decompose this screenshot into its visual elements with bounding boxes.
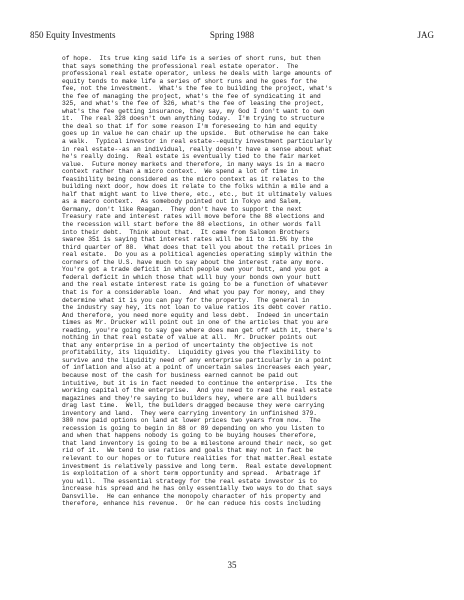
- body-line: determine what it is you can pay for the property. The general in: [62, 296, 310, 304]
- body-line: 380 now paid options on land at lower prices two years from now. The: [62, 417, 321, 425]
- body-line: times as Mr. Drucker will point out in one of the articles that you are: [62, 319, 329, 327]
- body-line: Treasury rate and interest rates will move before the 88 elections and: [62, 213, 325, 221]
- body-line: the fee of managing the project, what's the fee of syndicating it and: [62, 92, 321, 100]
- page-header: [30, 30, 434, 42]
- body-line: of hope. Its true king said life is a series of short runs, but then: [62, 55, 321, 62]
- term-label: Spring 1988: [209, 30, 255, 40]
- body-line: increase his spread and he has only essentially two ways to do that says: [62, 485, 333, 493]
- body-line: working capital of the enterprise. And you need to read the real estate: [62, 387, 333, 395]
- body-line: professional real estate operator, unless he deals with large amounts of: [62, 70, 333, 78]
- body-line: and the real estate interest rate is going to be a function of whatever: [62, 281, 329, 289]
- body-line: goes up in value he can chair up the upside. But otherwise he can take: [62, 130, 329, 138]
- body-line: as a macro context. As somebody pointed out in Tokyo and Salem,: [62, 198, 303, 206]
- body-line: is exploitation of a short term opportunity and spread. Arbatrage if: [62, 470, 321, 478]
- body-line: corners of the U.S. have much to say about the interest rate any more.: [62, 258, 325, 266]
- body-line: it. The real 328 doesn't own anything today. I'm trying to structure: [62, 115, 325, 123]
- body-line: You're got a trade deficit in which people own your butt, and you got a: [62, 266, 329, 274]
- course-title: 850 Equity Investments: [30, 30, 116, 40]
- body-line: rid of it. We tend to use ratios and goals that may not in fact be: [62, 447, 314, 455]
- body-line: because most of the cash for business earned cannot be paid out: [62, 371, 299, 379]
- body-line: of inflation and also at a point of uncertain sales increases each year,: [62, 364, 333, 372]
- body-line: feasibility being considered as the micro context as it relates to the: [62, 175, 325, 183]
- body-line: investment is relatively passive and long term. Real estate development: [62, 462, 333, 470]
- body-line: what's the fee getting insurance, they say, my God I don't want to own: [62, 107, 325, 115]
- body-line: that says something the professional real estate operator. The: [62, 62, 299, 70]
- body-line: 325, and what's the fee of 326, what's the fee of leasing the project,: [62, 100, 325, 108]
- body-line: half that might want to live there, etc., etc., but it ultimately values: [62, 190, 333, 198]
- body-line: that is for a considerable loan. And what you pay for money, and they: [62, 288, 325, 296]
- body-line: into their debt. Think about that. It came from Salomon Brothers: [62, 228, 310, 236]
- body-line: building next door, how does it relate to the folks within a mile and a: [62, 183, 329, 191]
- body-line: he's really doing. Real estate is eventually tied to the fair market: [62, 153, 321, 161]
- body-line: inventory and land. They were carrying inventory in unfinished 379.: [62, 409, 318, 417]
- body-line: you will. The essential strategy for the real estate investor is to: [62, 477, 318, 485]
- body-line: recession is going to begin in 88 or 89 depending on who you listen to: [62, 424, 325, 432]
- body-line: equity tends to make life a series of short runs and he goes for the: [62, 77, 318, 85]
- body-line: context rather than a micro context. We spend a lot of time in: [62, 168, 299, 176]
- body-line: that any enterprise in a period of uncertainty the objective is not: [62, 341, 314, 349]
- body-line: the deal so that if for some reason I'm foreseeing to him and equity: [62, 122, 318, 130]
- body-line: Dansville. He can enhance the monopoly character of his property and: [62, 492, 321, 500]
- body-line: third quarter of 88. What does that tell you about the retail prices in: [62, 243, 333, 251]
- author-initials: JAG: [417, 30, 434, 40]
- body-line: value. Future money markets and therefore, in many ways is in a macro: [62, 160, 325, 168]
- body-line: survive and the liquidity need of any enterprise particularly in a point: [62, 356, 333, 364]
- body-line: profitability, its liquidity. Liquidity gives you the flexibility to: [62, 349, 321, 357]
- body-line: real estate. Do you as a political agencies operating simply within the: [62, 251, 333, 259]
- body-line: And therefore, you need more equity and less debt. Indeed in uncertain: [62, 311, 329, 319]
- body-line: in real estate--as an individual, really doesn't have a sense about what: [62, 145, 333, 153]
- body-line: fee, not the investment. What's the fee to building the project, what's: [62, 85, 333, 93]
- body-line: therefore, enhance his revenue. Or he can reduce his costs including: [62, 500, 321, 508]
- body-line: swaree 351 is saying that interest rates will be 11 to 11.5% by the: [62, 236, 314, 244]
- body-line: the recession will start before the 88 elections, in other words fall: [62, 221, 321, 229]
- body-line: Germany, don't like Reagan. They don't have to support the next: [62, 205, 303, 213]
- page-number: 35: [227, 560, 237, 570]
- body-line: reading, you're going to say gee where does man get off with it, there's: [62, 326, 333, 334]
- body-line: drag last time. Well, the builders dragged because they were carrying: [62, 402, 325, 410]
- body-line: magazines and they're saying to builders hey, where are all builders: [62, 394, 318, 402]
- body-line: the industry say hey, its not loan to value ratios its debt cover ratio.: [62, 304, 333, 312]
- transcript-body: [62, 55, 457, 508]
- body-line: nothing in that real estate of value at all. Mr. Drucker points out: [62, 334, 318, 342]
- body-line: federal deficit in which those that will buy your bonds own your butt: [62, 273, 321, 281]
- body-line: that land inventory is going to be a milestone around their neck, so get: [62, 439, 333, 447]
- body-line: intuitive, but it is in fact needed to continue the enterprise. Its the: [62, 379, 333, 387]
- body-line: a walk. Typical investor in real estate--equity investment particularly: [62, 138, 333, 146]
- body-line: relevant to our hopes or to future realities for that matter.Real estate: [62, 454, 333, 462]
- body-line: and when that happens nobody is going to be buying houses therefore,: [62, 432, 318, 440]
